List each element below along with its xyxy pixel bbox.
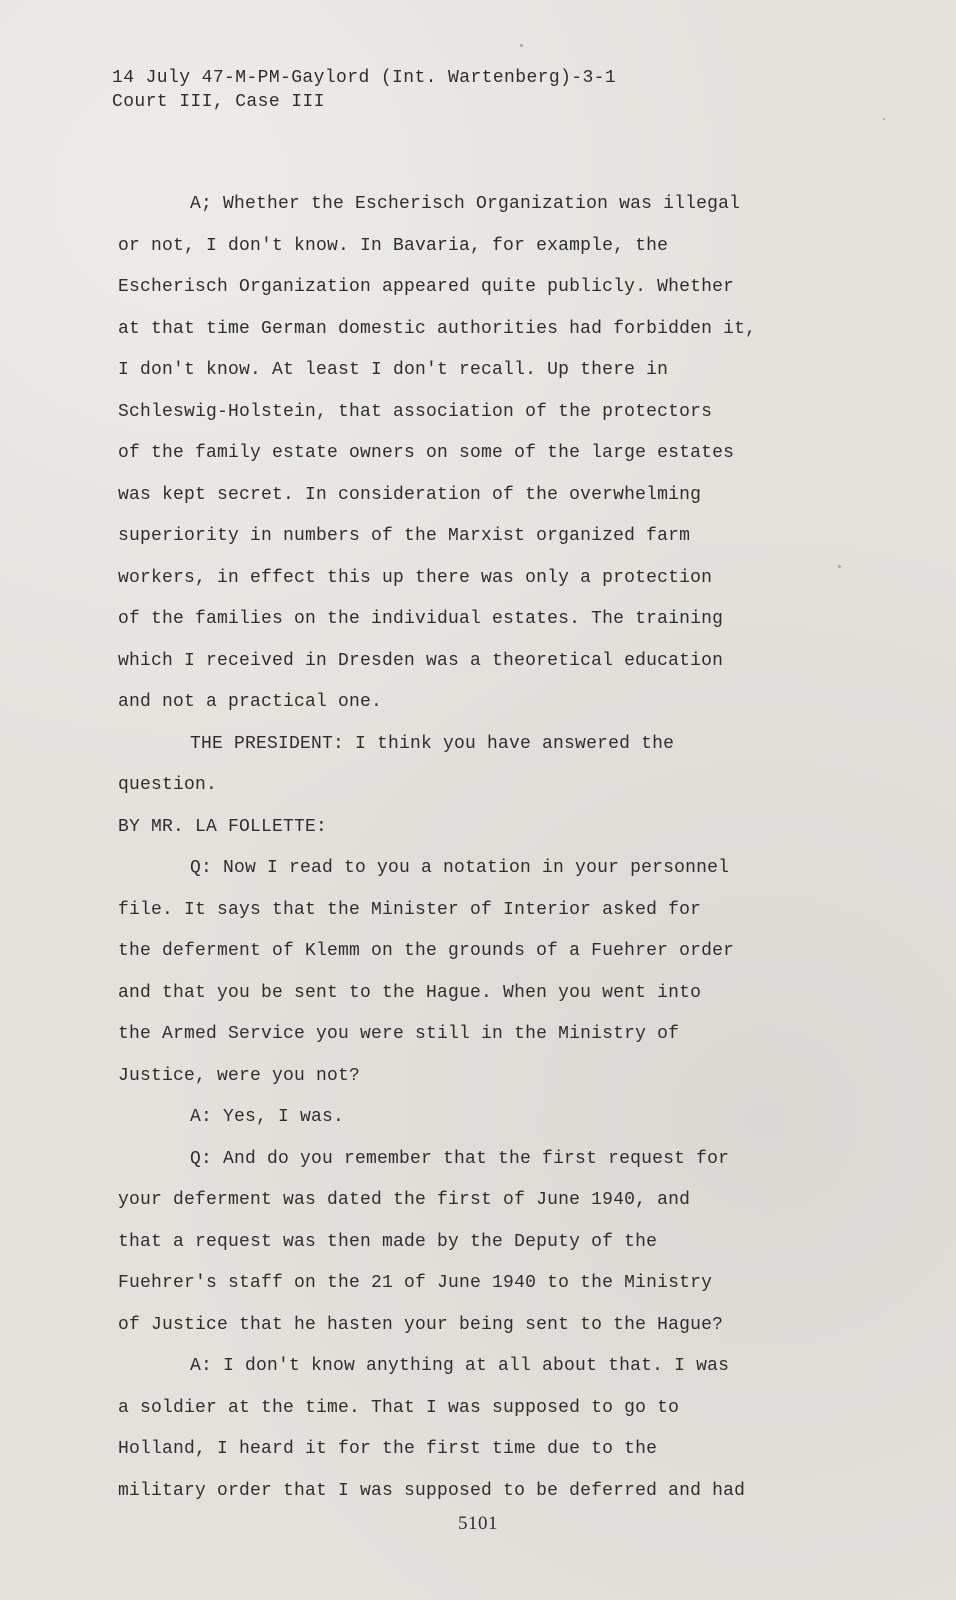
- transcript-line: workers, in effect this up there was only a protection: [118, 567, 713, 588]
- transcript-line: of the family estate owners on some of the large estates: [118, 443, 735, 463]
- transcript-line: A: Yes, I was.: [190, 1107, 345, 1127]
- header-line-2: Court III, Case III: [112, 92, 325, 112]
- transcript-line: A; Whether the Escherisch Organization was illegal: [190, 194, 741, 214]
- transcript-line: I don't know. At least I don't recall. Up there in: [118, 360, 669, 380]
- transcript-line: and not a practical one.: [118, 692, 383, 712]
- transcript-line: military order that I was supposed to be deferred and had: [118, 1480, 746, 1501]
- transcript-line: of the families on the individual estates. The training: [118, 609, 724, 629]
- transcript-line: THE PRESIDENT: I think you have answered the: [190, 733, 675, 754]
- paper-speck: [883, 118, 885, 120]
- transcript-line: Q: Now I read to you a notation in your personnel: [190, 858, 730, 878]
- transcript-line: a soldier at the time. That I was supposed to go to: [118, 1397, 680, 1418]
- page-number: 5101: [458, 1513, 498, 1534]
- transcript-line: your deferment was dated the first of June 1940, and: [118, 1190, 691, 1210]
- transcript-line: which I received in Dresden was a theoretical education: [118, 650, 724, 671]
- transcript-line: Schleswig-Holstein, that association of the protectors: [118, 401, 713, 422]
- paper-speck: [838, 565, 841, 568]
- transcript-line: Q: And do you remember that the first request for: [190, 1148, 730, 1169]
- transcript-line: question.: [118, 775, 218, 795]
- transcript-line: that a request was then made by the Deputy of the: [118, 1231, 658, 1252]
- transcript-line: Justice, were you not?: [118, 1065, 361, 1086]
- transcript-line: A: I don't know anything at all about that. I was: [190, 1356, 730, 1376]
- transcript-line: at that time German domestic authorities had forbidden it,: [118, 318, 757, 339]
- transcript-line: was kept secret. In consideration of the overwhelming: [118, 484, 702, 505]
- transcript-line: Fuehrer's staff on the 21 of June 1940 to the Ministry: [118, 1273, 713, 1293]
- transcript-line: or not, I don't know. In Bavaria, for example, the: [118, 235, 669, 256]
- transcript-line: Escherisch Organization appeared quite publicly. Whether: [118, 277, 735, 297]
- transcript-line: of Justice that he hasten your being sent to the Hague?: [118, 1314, 724, 1335]
- transcript-line: the deferment of Klemm on the grounds of a Fuehrer order: [118, 941, 735, 961]
- transcript-line: file. It says that the Minister of Interior asked for: [118, 899, 702, 920]
- transcript-body: [118, 184, 838, 1512]
- transcript-line: and that you be sent to the Hague. When you went into: [118, 982, 702, 1003]
- header-line-1: 14 July 47-M-PM-Gaylord (Int. Wartenberg)-3-1: [112, 68, 617, 88]
- paper-speck: [520, 44, 523, 47]
- transcript-line: superiority in numbers of the Marxist organized farm: [118, 526, 691, 546]
- document-header: [112, 66, 616, 114]
- transcript-line: BY MR. LA FOLLETTE:: [118, 816, 328, 837]
- transcript-line: Holland, I heard it for the first time due to the: [118, 1439, 658, 1459]
- transcript-line: the Armed Service you were still in the Ministry of: [118, 1024, 680, 1044]
